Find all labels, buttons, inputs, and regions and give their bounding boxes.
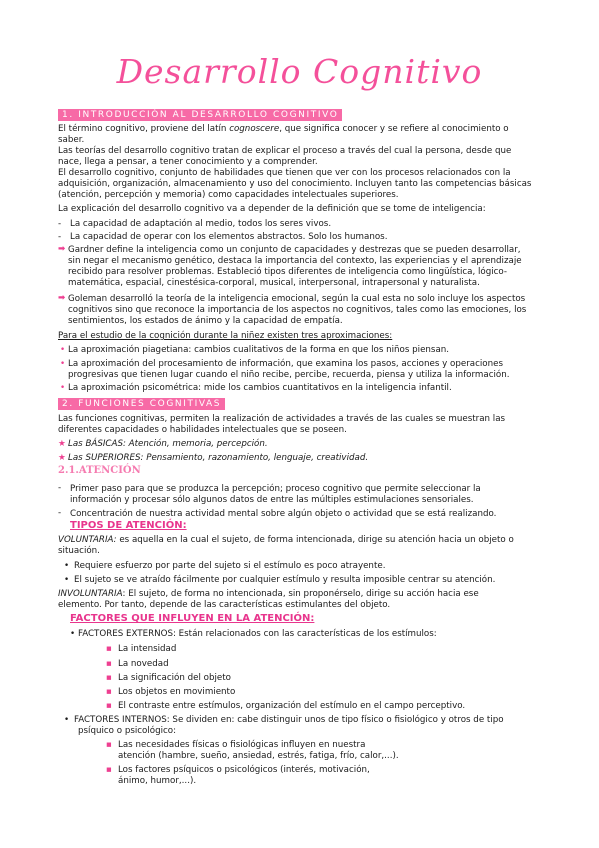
star-icon: ★ xyxy=(58,439,66,449)
list-item: El sujeto se ve atraído fácilmente por cualquier estímulo y resulta imposible centrar su atención. xyxy=(74,575,496,585)
paragraph: Las teorías del desarrollo cognitivo tratan de explicar el proceso a través del cual la persona, desde que xyxy=(58,146,512,156)
list-item: La aproximación del procesamiento de información, que examina los pasos, acciones y operaciones xyxy=(68,359,503,369)
dash-bullet-icon: ▪ xyxy=(106,673,112,683)
arrow-bullet-icon: ➡ xyxy=(58,244,66,254)
paragraph: elemento. Por tanto, depende de las características estimulantes del objeto. xyxy=(58,600,391,610)
paragraph: El término cognitivo, proviene del latín cognoscere, que significa conocer y se refiere al conocimiento o xyxy=(58,124,509,134)
paragraph: El desarrollo cognitivo, conjunto de habilidades que tienen que ver con los procesos relacionados con la xyxy=(58,168,511,178)
subsection-heading: 2.1.ATENCIÓN xyxy=(58,465,141,476)
star-icon: ★ xyxy=(58,453,66,463)
list-item: Goleman desarrolló la teoría de la inteligencia emocional, según la cual esta no solo incluye los aspectos xyxy=(68,294,526,304)
list-item: Los factores psíquicos o psicológicos (interés, motivación, xyxy=(118,765,370,775)
dot-bullet-icon: • xyxy=(64,561,70,571)
list-item: Primer paso para que se produzca la percepción; proceso cognitivo que permite seleccionar la xyxy=(70,484,481,494)
dash-bullet-icon: - xyxy=(58,232,62,242)
page-title: Desarrollo Cognitivo xyxy=(116,52,483,91)
arrow-bullet-icon: ➡ xyxy=(58,293,66,303)
list-item: La novedad xyxy=(118,659,169,669)
dash-bullet-icon: ▪ xyxy=(106,765,112,775)
dot-bullet-icon: • xyxy=(70,629,76,639)
paragraph: situación. xyxy=(58,546,100,556)
subheading-factores: FACTORES QUE INFLUYEN EN LA ATENCIÓN: xyxy=(70,613,315,624)
dot-bullet-icon: • xyxy=(60,383,66,393)
paragraph: Las funciones cognitivas, permiten la realización de actividades a través de las cuales se muestran las xyxy=(58,414,506,424)
list-item: Concentración de nuestra actividad mental sobre algún objeto o actividad que se está realizando. xyxy=(70,509,497,519)
dot-bullet-icon: • xyxy=(60,345,66,355)
list-item: matemática, espacial, cinestésica-corporal, musical, interpersonal, intrapersonal y naturalista. xyxy=(68,278,480,288)
subheading-tipos: TIPOS DE ATENCIÓN: xyxy=(70,520,187,531)
list-item: Los objetos en movimiento xyxy=(118,687,236,697)
list-item: sin negar el mecanismo genético, destaca la importancia del contexto, las experiencias y el aprendizaje xyxy=(68,256,522,266)
paragraph: diferentes capacidades o habilidades intelectuales que se poseen. xyxy=(58,425,347,435)
section-heading-1: 1. INTRODUCCIÓN AL DESARROLLO COGNITIVO xyxy=(58,109,342,121)
list-item: La aproximación piagetiana: cambios cualitativos de la forma en que los niños piensan. xyxy=(68,345,450,355)
list-item: FACTORES EXTERNOS: Están relacionados con las características de los estímulos: xyxy=(78,629,437,639)
list-item: La significación del objeto xyxy=(118,673,231,683)
section-heading-2: 2. FUNCIONES COGNITIVAS xyxy=(58,398,225,410)
list-item: FACTORES INTERNOS: Se dividen en: cabe distinguir unos de tipo físico o fisiológico y otros de tipo xyxy=(74,715,504,725)
list-item: Requiere esfuerzo por parte del sujeto si el estímulo es poco atrayente. xyxy=(74,561,386,571)
dot-bullet-icon: • xyxy=(60,359,66,369)
list-item: El contraste entre estímulos, organización del estímulo en el campo perceptivo. xyxy=(118,701,466,711)
paragraph: INVOLUNTARIA: El sujeto, de forma no intencionada, sin proponérselo, dirige su acción hacia ese xyxy=(58,589,479,599)
list-item: sentimientos, los estados de ánimo y la capacidad de empatía. xyxy=(68,316,343,326)
list-item: Gardner define la inteligencia como un conjunto de capacidades y destrezas que se pueden desarrollar, xyxy=(68,245,521,255)
list-item: Las necesidades físicas o fisiológicas influyen en nuestra xyxy=(118,740,366,750)
dot-bullet-icon: • xyxy=(64,715,70,725)
dash-bullet-icon: ▪ xyxy=(106,740,112,750)
list-item: información y procesar sólo algunos datos de entre las múltiples estimulaciones sensoriales. xyxy=(70,495,474,505)
underlined-paragraph: Para el estudio de la cognición durante la niñez existen tres aproximaciones: xyxy=(58,331,393,341)
list-item: La intensidad xyxy=(118,644,177,654)
paragraph: adquisición, organización, almacenamiento y uso del conocimiento. Incluyen tanto las competencias básicas xyxy=(58,179,532,189)
dash-bullet-icon: ▪ xyxy=(106,644,112,654)
dash-bullet-icon: ▪ xyxy=(106,687,112,697)
paragraph: saber. xyxy=(58,135,85,145)
list-item: ánimo, humor,...). xyxy=(118,776,197,786)
list-item: cognitivos sino que reconoce la importancia de los aspectos no cognitivos, tales como las emociones, los xyxy=(68,305,527,315)
dot-bullet-icon: • xyxy=(64,575,70,585)
paragraph: nace, llega a pensar, a tener conocimiento y a comprender. xyxy=(58,157,318,167)
dash-bullet-icon: - xyxy=(58,508,62,518)
dash-bullet-icon: ▪ xyxy=(106,701,112,711)
list-item: Las BÁSICAS: Atención, memoria, percepción. xyxy=(68,439,268,449)
list-item: psíquico o psicológico: xyxy=(78,726,177,736)
paragraph: (atención, percepción y memoria) como capacidades intelectuales superiores. xyxy=(58,190,399,200)
paragraph: La explicación del desarrollo cognitivo va a depender de la definición que se tome de inteligencia: xyxy=(58,204,486,214)
list-item: La aproximación psicométrica: mide los cambios cuantitativos en la inteligencia infantil. xyxy=(68,383,452,393)
list-item: La capacidad de adaptación al medio, todos los seres vivos. xyxy=(70,219,332,229)
list-item: recibido para resolver problemas. Estableció tipos diferentes de inteligencia como lingüística, lógico- xyxy=(68,267,508,277)
list-item: atención (hambre, sueño, ansiedad, estrés, fatiga, frío, calor,...). xyxy=(118,751,399,761)
paragraph: VOLUNTARIA: es aquella en la cual el sujeto, de forma intencionada, dirige su atención hacia un objeto o xyxy=(58,535,514,545)
list-item: progresivas que tienen lugar cuando el niño recibe, percibe, recuerda, piensa y utiliza la información. xyxy=(68,370,510,380)
dash-bullet-icon: - xyxy=(58,483,62,493)
list-item: Las SUPERIORES: Pensamiento, razonamiento, lenguaje, creatividad. xyxy=(68,453,369,463)
dash-bullet-icon: ▪ xyxy=(106,659,112,669)
dash-bullet-icon: - xyxy=(58,219,62,229)
list-item: La capacidad de operar con los elementos abstractos. Solo los humanos. xyxy=(70,232,388,242)
